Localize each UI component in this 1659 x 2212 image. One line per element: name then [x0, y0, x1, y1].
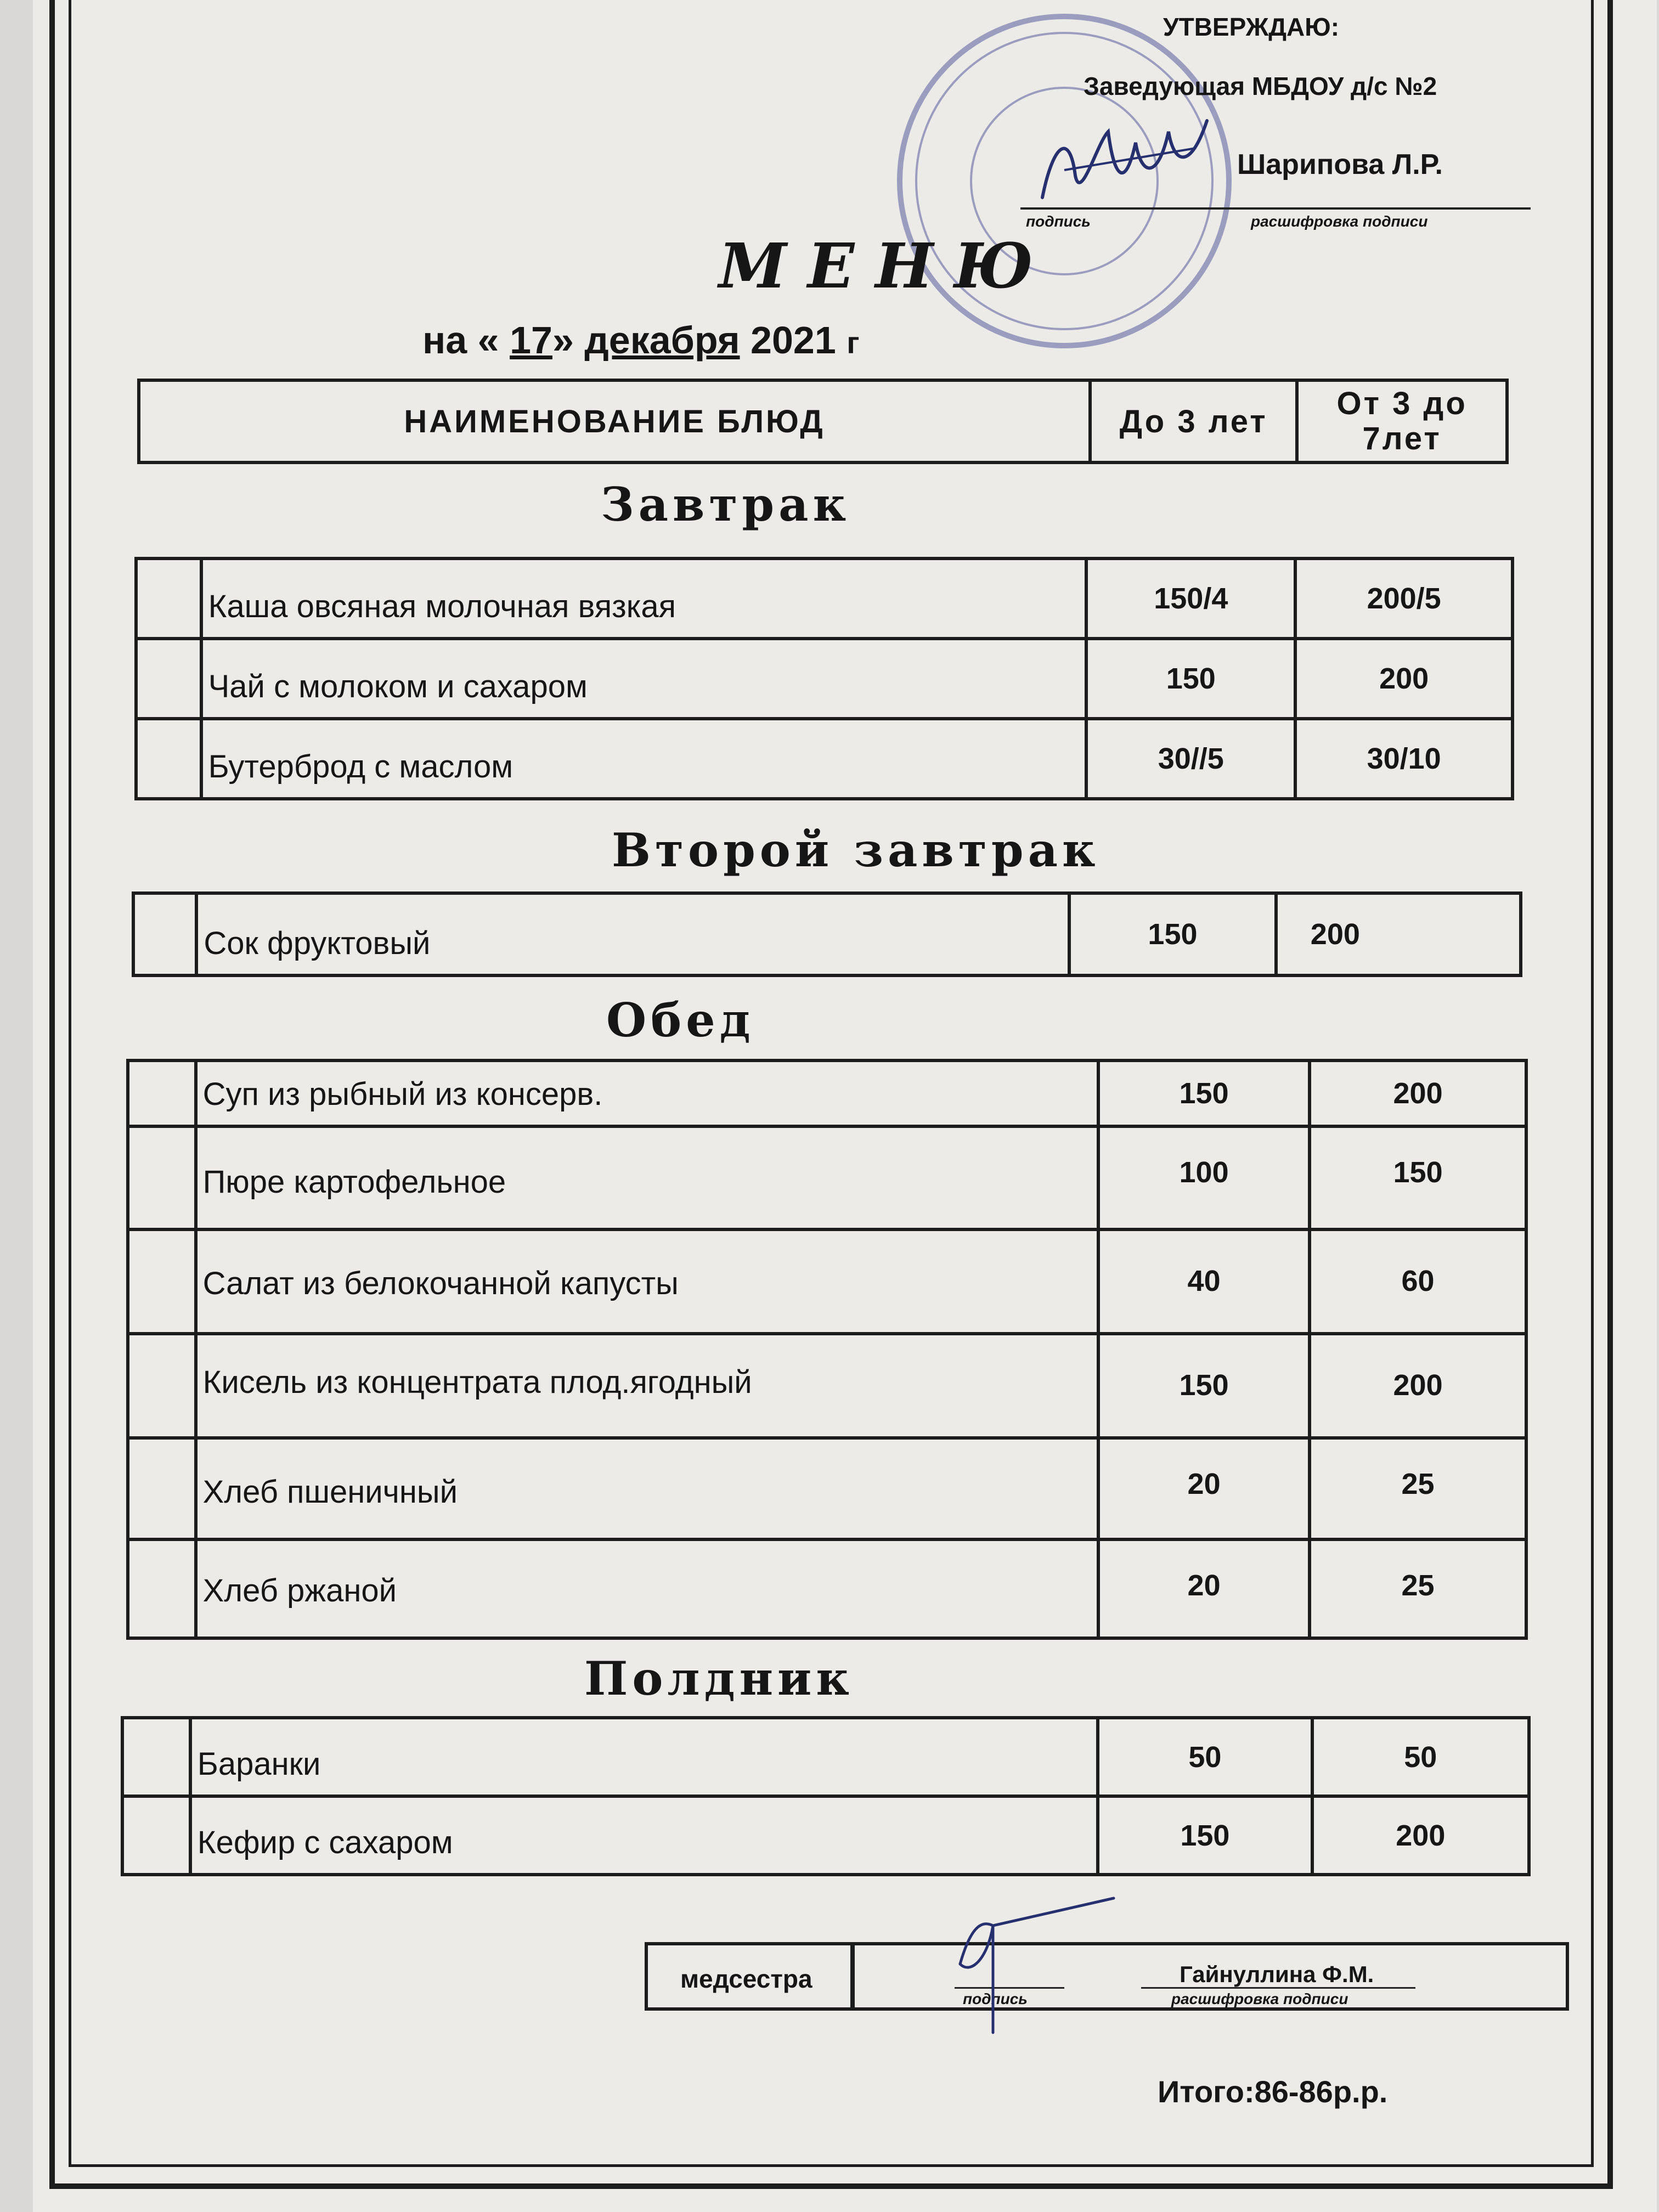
portion-under-3: 20 — [1098, 1539, 1310, 1638]
header-3-to-7-line2: 7лет — [1362, 421, 1442, 456]
approval-name: Шарипова Л.Р. — [1237, 149, 1443, 180]
portion-3-to-7: 200 — [1295, 639, 1513, 719]
table-row — [136, 639, 1513, 719]
portion-3-to-7: 25 — [1310, 1539, 1526, 1638]
portion-3-to-7: 200 — [1276, 893, 1521, 975]
section-title-lunch: Обед — [606, 993, 755, 1047]
second-breakfast-table — [132, 891, 1522, 977]
portion-3-to-7: 50 — [1312, 1718, 1529, 1796]
table-row — [128, 1126, 1526, 1229]
row-marker-cell — [128, 1438, 196, 1539]
portion-under-3: 40 — [1098, 1229, 1310, 1334]
portion-under-3: 150/4 — [1086, 558, 1295, 639]
date-month: декабря — [584, 319, 740, 362]
date-close-quote: » — [552, 319, 574, 362]
table-row — [128, 1060, 1526, 1126]
breakfast-table — [134, 557, 1514, 800]
portion-under-3: 150 — [1069, 893, 1276, 975]
portion-under-3: 30//5 — [1086, 719, 1295, 799]
table-row — [122, 1796, 1529, 1875]
table-row — [128, 1229, 1526, 1334]
nurse-label: медсестра — [680, 1965, 812, 1993]
portion-3-to-7: 200/5 — [1295, 558, 1513, 639]
approval-position: Заведующая МБДОУ д/с №2 — [1084, 72, 1437, 100]
row-marker-cell — [136, 558, 201, 639]
header-3-to-7-line1: От 3 до — [1336, 386, 1468, 421]
portion-3-to-7: 30/10 — [1295, 719, 1513, 799]
dish-name: Пюре картофельное — [196, 1126, 1098, 1229]
dish-name: Хлеб пшеничный — [196, 1438, 1098, 1539]
nurse-name: Гайнуллина Ф.М. — [1180, 1961, 1374, 1987]
header-table — [137, 379, 1509, 464]
lunch-table — [126, 1059, 1528, 1640]
approval-title: УТВЕРЖДАЮ: — [1163, 13, 1340, 41]
portion-under-3: 150 — [1098, 1334, 1310, 1438]
nurse-signature-caption: подпись — [963, 1990, 1028, 2007]
dish-name: Хлеб ржаной — [196, 1539, 1098, 1638]
dish-name: Суп из рыбный из консерв. — [196, 1060, 1098, 1126]
nurse-signature — [949, 1893, 1125, 2041]
portion-3-to-7: 200 — [1310, 1060, 1526, 1126]
row-marker-cell — [128, 1539, 196, 1638]
section-title-afternoon-snack: Полдник — [584, 1651, 854, 1706]
header-dish-name: НАИМЕНОВАНИЕ БЛЮД — [139, 380, 1090, 462]
portion-under-3: 100 — [1098, 1126, 1310, 1229]
total-cost: Итого:86-86р.р. — [1158, 2074, 1388, 2109]
dish-name: Каша овсяная молочная вязкая — [201, 558, 1087, 639]
portion-3-to-7: 200 — [1310, 1334, 1526, 1438]
date-day: 17 — [510, 319, 552, 362]
header-under-3: До 3 лет — [1090, 380, 1297, 462]
dish-name: Кефир с сахаром — [190, 1796, 1098, 1875]
table-row — [128, 1334, 1526, 1438]
nurse-box-divider — [850, 1942, 855, 2011]
row-marker-cell — [133, 893, 196, 975]
signature-caption: подпись — [1026, 213, 1091, 230]
dish-name: Кисель из концентрата плод.ягодный — [196, 1334, 1098, 1438]
date-suffix: г — [847, 325, 860, 360]
dish-name: Салат из белокочанной капусты — [196, 1229, 1098, 1334]
table-row — [128, 1539, 1526, 1638]
portion-under-3: 150 — [1098, 1060, 1310, 1126]
row-marker-cell — [128, 1060, 196, 1126]
row-marker-cell — [128, 1126, 196, 1229]
director-signature — [1031, 110, 1212, 219]
dish-name: Баранки — [190, 1718, 1098, 1796]
dish-name: Бутерброд с маслом — [201, 719, 1087, 799]
table-row — [136, 558, 1513, 639]
nurse-name-line — [1141, 1987, 1415, 1989]
row-marker-cell — [136, 719, 201, 799]
nurse-decode-caption: расшифровка подписи — [1171, 1990, 1348, 2007]
section-title-breakfast: Завтрак — [601, 477, 851, 532]
portion-3-to-7: 150 — [1310, 1126, 1526, 1229]
dish-name: Чай с молоком и сахаром — [201, 639, 1087, 719]
row-marker-cell — [122, 1796, 190, 1875]
row-marker-cell — [128, 1229, 196, 1334]
decode-caption: расшифровка подписи — [1251, 213, 1428, 230]
menu-title: МЕНЮ — [719, 230, 1054, 302]
portion-3-to-7: 200 — [1312, 1796, 1529, 1875]
portion-under-3: 50 — [1098, 1718, 1312, 1796]
table-row — [133, 893, 1521, 975]
portion-under-3: 150 — [1086, 639, 1295, 719]
table-row — [128, 1438, 1526, 1539]
date-year: 2021 — [751, 319, 836, 362]
row-marker-cell — [136, 639, 201, 719]
date-open-quote: « — [477, 319, 499, 362]
header-3-to-7 — [1297, 380, 1507, 462]
row-marker-cell — [122, 1718, 190, 1796]
portion-3-to-7: 60 — [1310, 1229, 1526, 1334]
menu-date — [422, 318, 860, 362]
section-title-second-breakfast: Второй завтрак — [612, 823, 1100, 877]
date-prefix: на — [422, 319, 467, 362]
dish-name: Сок фруктовый — [196, 893, 1069, 975]
afternoon-snack-table — [121, 1716, 1531, 1876]
portion-under-3: 20 — [1098, 1438, 1310, 1539]
table-row — [122, 1718, 1529, 1796]
table-row — [136, 719, 1513, 799]
portion-3-to-7: 25 — [1310, 1438, 1526, 1539]
row-marker-cell — [128, 1334, 196, 1438]
portion-under-3: 150 — [1098, 1796, 1312, 1875]
